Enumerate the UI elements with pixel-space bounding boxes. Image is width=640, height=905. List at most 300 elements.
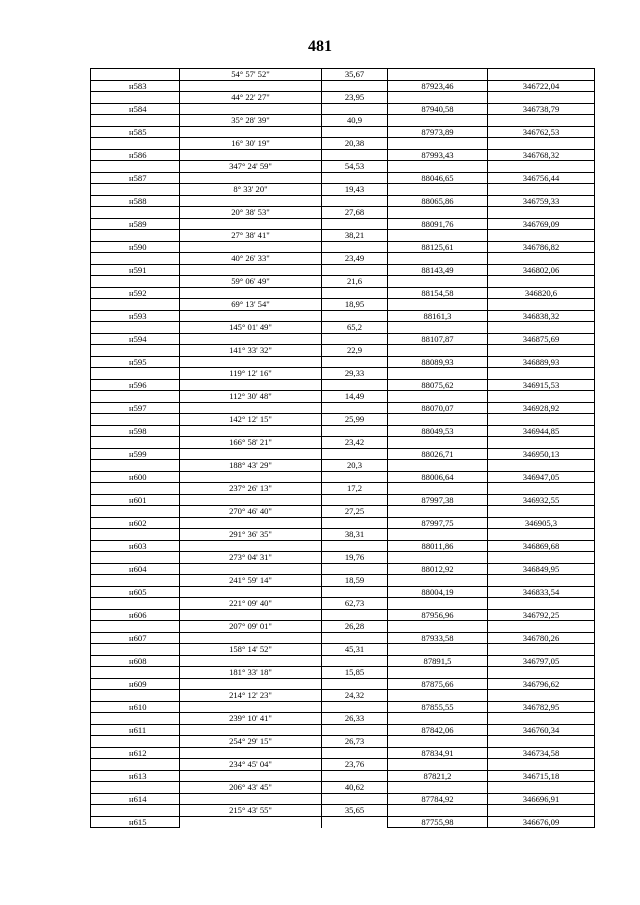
point-label: н605 — [91, 586, 180, 598]
angle-cell-empty — [180, 678, 322, 690]
segment-length: 35,67 — [322, 69, 388, 81]
x-cell-empty — [388, 690, 488, 702]
point-row — [91, 793, 595, 805]
point-row — [91, 264, 595, 276]
segment-row — [91, 345, 595, 357]
point-cell-empty — [91, 138, 180, 150]
direction-angle: 241° 59' 14" — [180, 575, 322, 587]
segment-length: 14,49 — [322, 391, 388, 403]
x-coordinate: 88125,61 — [388, 241, 488, 253]
y-cell-empty — [488, 506, 595, 518]
y-coordinate: 346905,3 — [488, 517, 595, 529]
y-cell-empty — [488, 161, 595, 173]
x-cell-empty — [388, 483, 488, 495]
dist-cell-empty — [322, 770, 388, 782]
y-coordinate: 346782,95 — [488, 701, 595, 713]
x-coordinate: 88075,62 — [388, 379, 488, 391]
angle-cell-empty — [180, 471, 322, 483]
point-cell-empty — [91, 644, 180, 656]
y-coordinate: 346947,05 — [488, 471, 595, 483]
point-label: н589 — [91, 218, 180, 230]
point-cell-empty — [91, 414, 180, 426]
y-cell-empty — [488, 391, 595, 403]
segment-length: 23,42 — [322, 437, 388, 449]
direction-angle: 8° 33' 20" — [180, 184, 322, 196]
segment-row — [91, 782, 595, 794]
x-coordinate: 88143,49 — [388, 264, 488, 276]
x-cell-empty — [388, 736, 488, 748]
y-cell-empty — [488, 437, 595, 449]
point-label: н584 — [91, 103, 180, 115]
point-row — [91, 402, 595, 414]
y-coordinate: 346760,34 — [488, 724, 595, 736]
y-coordinate: 346950,13 — [488, 448, 595, 460]
y-cell-empty — [488, 644, 595, 656]
angle-cell-empty — [180, 724, 322, 736]
dist-cell-empty — [322, 126, 388, 138]
segment-row — [91, 667, 595, 679]
point-cell-empty — [91, 552, 180, 564]
x-coordinate: 88065,86 — [388, 195, 488, 207]
dist-cell-empty — [322, 678, 388, 690]
point-row — [91, 701, 595, 713]
segment-row — [91, 690, 595, 702]
direction-angle: 20° 38' 53" — [180, 207, 322, 219]
point-row — [91, 172, 595, 184]
segment-row — [91, 713, 595, 725]
point-cell-empty — [91, 782, 180, 794]
x-cell-empty — [388, 506, 488, 518]
direction-angle: 291° 36' 35" — [180, 529, 322, 541]
segment-length: 45,31 — [322, 644, 388, 656]
y-coordinate: 346792,25 — [488, 609, 595, 621]
point-row — [91, 80, 595, 92]
dist-cell-empty — [322, 609, 388, 621]
point-label: н602 — [91, 517, 180, 529]
segment-length: 19,43 — [322, 184, 388, 196]
segment-row — [91, 736, 595, 748]
x-cell-empty — [388, 644, 488, 656]
point-label: н592 — [91, 287, 180, 299]
point-cell-empty — [91, 621, 180, 633]
x-coordinate: 87956,96 — [388, 609, 488, 621]
dist-cell-empty — [322, 701, 388, 713]
segment-length: 20,38 — [322, 138, 388, 150]
point-cell-empty — [91, 437, 180, 449]
dist-cell-empty — [322, 241, 388, 253]
x-cell-empty — [388, 138, 488, 150]
segment-row — [91, 299, 595, 311]
point-label: н613 — [91, 770, 180, 782]
direction-angle: 221° 09' 40" — [180, 598, 322, 610]
y-coordinate: 346875,69 — [488, 333, 595, 345]
x-coordinate: 88011,86 — [388, 540, 488, 552]
angle-cell-empty — [180, 563, 322, 575]
x-coordinate: 87842,06 — [388, 724, 488, 736]
angle-cell-empty — [180, 425, 322, 437]
x-cell-empty — [388, 713, 488, 725]
point-cell-empty — [91, 713, 180, 725]
y-coordinate: 346820,6 — [488, 287, 595, 299]
y-coordinate: 346944,85 — [488, 425, 595, 437]
x-cell-empty — [388, 782, 488, 794]
point-cell-empty — [91, 575, 180, 587]
segment-row — [91, 368, 595, 380]
y-cell-empty — [488, 782, 595, 794]
point-row — [91, 494, 595, 506]
segment-row — [91, 483, 595, 495]
x-cell-empty — [388, 667, 488, 679]
point-row — [91, 678, 595, 690]
segment-row — [91, 460, 595, 472]
x-cell-empty — [388, 276, 488, 288]
segment-length: 23,76 — [322, 759, 388, 771]
angle-cell-empty — [180, 402, 322, 414]
coordinates-table-body — [91, 69, 595, 828]
y-coordinate: 346676,09 — [488, 816, 595, 828]
point-row — [91, 632, 595, 644]
angle-cell-empty — [180, 632, 322, 644]
segment-row — [91, 575, 595, 587]
x-cell-empty — [388, 299, 488, 311]
point-row — [91, 356, 595, 368]
point-cell-empty — [91, 322, 180, 334]
direction-angle: 273° 04' 31" — [180, 552, 322, 564]
angle-cell-empty — [180, 287, 322, 299]
angle-cell-empty — [180, 218, 322, 230]
segment-length: 62,73 — [322, 598, 388, 610]
angle-cell-empty — [180, 310, 322, 322]
dist-cell-empty — [322, 333, 388, 345]
point-label: н586 — [91, 149, 180, 161]
point-cell-empty — [91, 506, 180, 518]
point-cell-empty — [91, 805, 180, 817]
dist-cell-empty — [322, 471, 388, 483]
segment-row — [91, 69, 595, 81]
angle-cell-empty — [180, 540, 322, 552]
point-cell-empty — [91, 529, 180, 541]
point-label: н608 — [91, 655, 180, 667]
segment-row — [91, 506, 595, 518]
direction-angle: 27° 38' 41" — [180, 230, 322, 242]
segment-length: 15,85 — [322, 667, 388, 679]
segment-length: 29,33 — [322, 368, 388, 380]
segment-length: 24,32 — [322, 690, 388, 702]
segment-row — [91, 115, 595, 127]
x-cell-empty — [388, 598, 488, 610]
dist-cell-empty — [322, 310, 388, 322]
x-coordinate: 87940,58 — [388, 103, 488, 115]
direction-angle: 112° 30' 48" — [180, 391, 322, 403]
angle-cell-empty — [180, 770, 322, 782]
segment-row — [91, 644, 595, 656]
y-cell-empty — [488, 414, 595, 426]
direction-angle: 69° 13' 54" — [180, 299, 322, 311]
y-coordinate: 346759,33 — [488, 195, 595, 207]
angle-cell-empty — [180, 80, 322, 92]
x-cell-empty — [388, 92, 488, 104]
point-row — [91, 149, 595, 161]
segment-length: 18,59 — [322, 575, 388, 587]
segment-row — [91, 805, 595, 817]
x-coordinate: 87933,58 — [388, 632, 488, 644]
point-row — [91, 724, 595, 736]
point-label: н611 — [91, 724, 180, 736]
point-row — [91, 609, 595, 621]
point-cell-empty — [91, 483, 180, 495]
direction-angle: 35° 28' 39" — [180, 115, 322, 127]
x-coordinate: 88004,19 — [388, 586, 488, 598]
point-row — [91, 655, 595, 667]
x-coordinate: 87755,98 — [388, 816, 488, 828]
point-cell-empty — [91, 115, 180, 127]
point-cell-empty — [91, 598, 180, 610]
x-coordinate: 87923,46 — [388, 80, 488, 92]
y-coordinate: 346780,26 — [488, 632, 595, 644]
dist-cell-empty — [322, 172, 388, 184]
segment-length: 54,53 — [322, 161, 388, 173]
y-coordinate: 346738,79 — [488, 103, 595, 115]
dist-cell-empty — [322, 540, 388, 552]
x-coordinate: 87834,91 — [388, 747, 488, 759]
y-coordinate: 346715,18 — [488, 770, 595, 782]
point-label: н607 — [91, 632, 180, 644]
point-label: н594 — [91, 333, 180, 345]
coordinates-table — [90, 68, 595, 828]
point-label: н603 — [91, 540, 180, 552]
point-row — [91, 471, 595, 483]
x-cell-empty — [388, 161, 488, 173]
x-coordinate: 88070,07 — [388, 402, 488, 414]
dist-cell-empty — [322, 632, 388, 644]
segment-row — [91, 138, 595, 150]
y-cell-empty — [488, 713, 595, 725]
segment-row — [91, 207, 595, 219]
x-cell-empty — [388, 805, 488, 817]
dist-cell-empty — [322, 448, 388, 460]
dist-cell-empty — [322, 195, 388, 207]
x-cell-empty — [388, 253, 488, 265]
y-cell-empty — [488, 690, 595, 702]
y-cell-empty — [488, 138, 595, 150]
segment-length: 26,73 — [322, 736, 388, 748]
dist-cell-empty — [322, 218, 388, 230]
y-coordinate: 346696,91 — [488, 793, 595, 805]
point-cell-empty — [91, 736, 180, 748]
segment-length: 18,95 — [322, 299, 388, 311]
segment-row — [91, 391, 595, 403]
x-cell-empty — [388, 69, 488, 81]
y-coordinate: 346756,44 — [488, 172, 595, 184]
segment-row — [91, 92, 595, 104]
y-coordinate: 346915,53 — [488, 379, 595, 391]
y-cell-empty — [488, 621, 595, 633]
point-cell-empty — [91, 460, 180, 472]
dist-cell-empty — [322, 793, 388, 805]
point-label: н606 — [91, 609, 180, 621]
x-cell-empty — [388, 414, 488, 426]
y-cell-empty — [488, 115, 595, 127]
y-coordinate: 346838,32 — [488, 310, 595, 322]
x-cell-empty — [388, 621, 488, 633]
x-cell-empty — [388, 552, 488, 564]
point-row — [91, 816, 595, 828]
segment-length: 26,28 — [322, 621, 388, 633]
direction-angle: 142° 12' 15" — [180, 414, 322, 426]
x-coordinate: 87973,89 — [388, 126, 488, 138]
segment-length: 35,65 — [322, 805, 388, 817]
segment-row — [91, 230, 595, 242]
segment-row — [91, 759, 595, 771]
segment-length: 20,3 — [322, 460, 388, 472]
point-row — [91, 425, 595, 437]
point-row — [91, 563, 595, 575]
angle-cell-empty — [180, 609, 322, 621]
y-cell-empty — [488, 805, 595, 817]
y-cell-empty — [488, 69, 595, 81]
x-cell-empty — [388, 575, 488, 587]
x-coordinate: 87784,92 — [388, 793, 488, 805]
point-row — [91, 586, 595, 598]
point-label: н593 — [91, 310, 180, 322]
y-cell-empty — [488, 575, 595, 587]
point-label: н596 — [91, 379, 180, 391]
y-coordinate: 346769,09 — [488, 218, 595, 230]
y-coordinate: 346889,93 — [488, 356, 595, 368]
x-coordinate: 87821,2 — [388, 770, 488, 782]
angle-cell-empty — [180, 195, 322, 207]
dist-cell-empty — [322, 379, 388, 391]
y-coordinate: 346786,82 — [488, 241, 595, 253]
x-cell-empty — [388, 437, 488, 449]
dist-cell-empty — [322, 655, 388, 667]
angle-cell-empty — [180, 126, 322, 138]
direction-angle: 54° 57' 52" — [180, 69, 322, 81]
point-label: н598 — [91, 425, 180, 437]
direction-angle: 59° 06' 49" — [180, 276, 322, 288]
y-cell-empty — [488, 529, 595, 541]
y-coordinate: 346734,58 — [488, 747, 595, 759]
y-coordinate: 346932,55 — [488, 494, 595, 506]
segment-length: 23,49 — [322, 253, 388, 265]
angle-cell-empty — [180, 517, 322, 529]
x-cell-empty — [388, 230, 488, 242]
point-label: н599 — [91, 448, 180, 460]
segment-row — [91, 621, 595, 633]
x-cell-empty — [388, 759, 488, 771]
segment-length: 38,31 — [322, 529, 388, 541]
point-row — [91, 126, 595, 138]
dist-cell-empty — [322, 816, 388, 828]
y-coordinate: 346802,06 — [488, 264, 595, 276]
x-coordinate: 88091,76 — [388, 218, 488, 230]
segment-row — [91, 161, 595, 173]
y-coordinate: 346869,68 — [488, 540, 595, 552]
point-cell-empty — [91, 667, 180, 679]
angle-cell-empty — [180, 241, 322, 253]
point-label: н597 — [91, 402, 180, 414]
point-row — [91, 517, 595, 529]
dist-cell-empty — [322, 425, 388, 437]
dist-cell-empty — [322, 494, 388, 506]
y-coordinate: 346928,92 — [488, 402, 595, 414]
point-label: н600 — [91, 471, 180, 483]
direction-angle: 207° 09' 01" — [180, 621, 322, 633]
angle-cell-empty — [180, 793, 322, 805]
segment-row — [91, 184, 595, 196]
segment-length: 17,2 — [322, 483, 388, 495]
dist-cell-empty — [322, 724, 388, 736]
point-label: н585 — [91, 126, 180, 138]
x-coordinate: 88089,93 — [388, 356, 488, 368]
point-label: н612 — [91, 747, 180, 759]
dist-cell-empty — [322, 264, 388, 276]
angle-cell-empty — [180, 379, 322, 391]
direction-angle: 40° 26' 33" — [180, 253, 322, 265]
y-cell-empty — [488, 483, 595, 495]
point-label: н595 — [91, 356, 180, 368]
point-label: н591 — [91, 264, 180, 276]
point-cell-empty — [91, 299, 180, 311]
direction-angle: 234° 45' 04" — [180, 759, 322, 771]
point-cell-empty — [91, 253, 180, 265]
point-cell-empty — [91, 368, 180, 380]
point-cell-empty — [91, 161, 180, 173]
point-label: н614 — [91, 793, 180, 805]
angle-cell-empty — [180, 747, 322, 759]
x-coordinate: 87997,38 — [388, 494, 488, 506]
point-row — [91, 448, 595, 460]
segment-length: 27,25 — [322, 506, 388, 518]
segment-length: 26,33 — [322, 713, 388, 725]
point-label: н590 — [91, 241, 180, 253]
direction-angle: 166° 58' 21" — [180, 437, 322, 449]
point-row — [91, 770, 595, 782]
y-cell-empty — [488, 322, 595, 334]
angle-cell-empty — [180, 172, 322, 184]
point-row — [91, 310, 595, 322]
page-number: 481 — [308, 38, 332, 55]
segment-length: 38,21 — [322, 230, 388, 242]
point-row — [91, 195, 595, 207]
x-cell-empty — [388, 460, 488, 472]
point-label: н587 — [91, 172, 180, 184]
angle-cell-empty — [180, 333, 322, 345]
point-label: н588 — [91, 195, 180, 207]
y-cell-empty — [488, 460, 595, 472]
direction-angle: 347° 24' 59" — [180, 161, 322, 173]
y-cell-empty — [488, 368, 595, 380]
point-cell-empty — [91, 391, 180, 403]
angle-cell-empty — [180, 356, 322, 368]
point-label: н601 — [91, 494, 180, 506]
point-label: н615 — [91, 816, 180, 828]
x-coordinate: 88026,71 — [388, 448, 488, 460]
angle-cell-empty — [180, 494, 322, 506]
segment-row — [91, 598, 595, 610]
dist-cell-empty — [322, 103, 388, 115]
x-coordinate: 87997,75 — [388, 517, 488, 529]
angle-cell-empty — [180, 586, 322, 598]
direction-angle: 44° 22' 27" — [180, 92, 322, 104]
x-cell-empty — [388, 368, 488, 380]
y-cell-empty — [488, 759, 595, 771]
direction-angle: 270° 46' 40" — [180, 506, 322, 518]
y-cell-empty — [488, 667, 595, 679]
point-row — [91, 333, 595, 345]
x-coordinate: 87993,43 — [388, 149, 488, 161]
direction-angle: 214° 12' 23" — [180, 690, 322, 702]
